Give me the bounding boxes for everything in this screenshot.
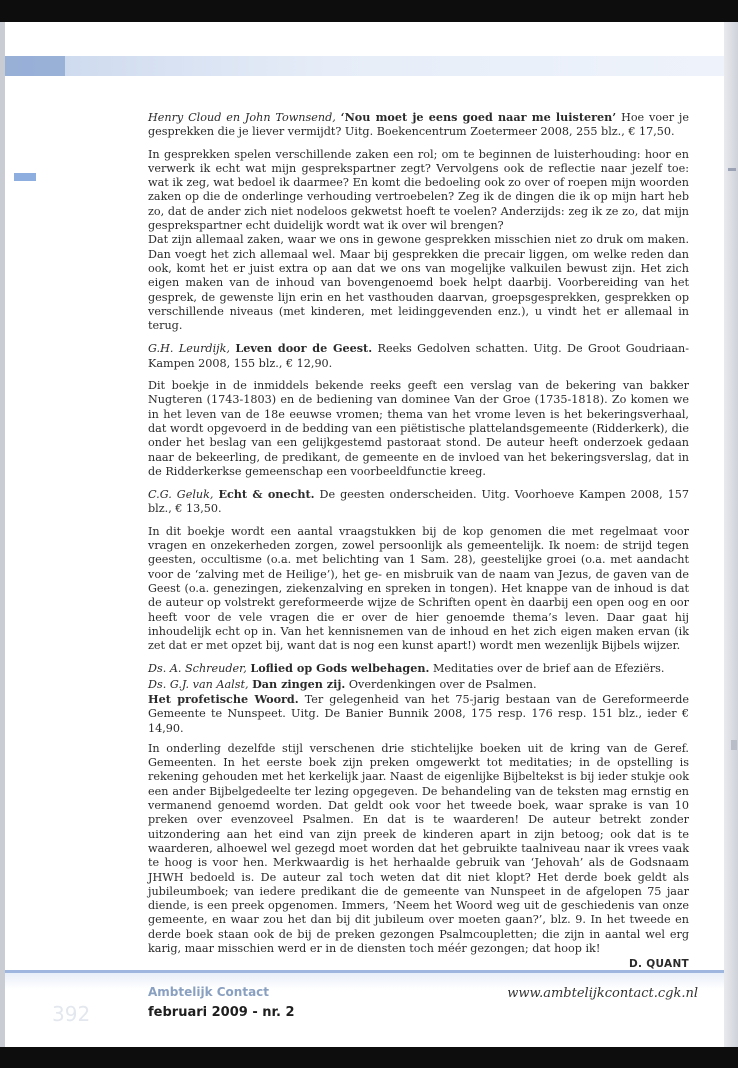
book-details: Meditaties over de brief aan de Efeziërs. <box>432 662 665 676</box>
book-reference <box>148 341 689 371</box>
page-number: 392 <box>52 1002 91 1026</box>
book-title: ‘Nou moet je eens goed naar me luisteren’ <box>340 110 617 124</box>
review-paragraph: Dat zijn allemaal zaken, waar we ons in gewone gesprekken misschien niet zo druk om maken. Dan voegt het zich allemaal wel. Maar bij gesprekken die precair liggen, om welke reden dan ook, komt het er juist extra op aan dat we ons van mogelijke valkuilen bewust zijn. Het zich eigen maken van de inhoud van bovengenoemd boek helpt daarbij. Voorbereiding van het gesprek, de gewenste lijn erin en het vasthouden daarvan, groepsgesprekken, gesprekken op verschillende niveaus (met kinderen, met leidinggevenden enz.), u vindt het er allemaal in terug. <box>148 233 689 333</box>
magazine-title: Ambtelijk Contact <box>148 985 270 999</box>
margin-marker <box>14 173 36 181</box>
reviewer-signature: D. QUANT <box>629 958 689 971</box>
review-paragraph: In onderling dezelfde stijl verschenen drie stichtelijke boeken uit de kring van de Geref. Gemeenten. In het eerste boek zijn preken omgewerkt tot meditaties; in de opstelling is rekening gehouden met het kerkelijk jaar. Naast de eigenlijke Bijbeltekst is bij ieder stukje ook een ander Bijbelgedeelte ter lezing opgegeven. De behandeling van de teksten mag ernstig en vermanend genoemd worden. Dat geldt ook voor het tweede boek, waar sprake is van 10 preken over evenzoveel Psalmen. En dat is te waarderen! De auteur betrekt zonder uitzondering aan het eind van zijn preek de kinderen apart in zijn betoog; ook dat is te waarderen, alhoewel wel gezegd moet worden dat het gebruikte taalniveau naar ik vrees vaak te hoog is voor hen. Merkwaardig is het herhaalde gebruik van ‘Jehovah’ als de Godsnaam JHWH bedoeld is. De auteur zal toch weten dat dit niet klopt? Het derde boek geldt als jubileumboek; van iedere predikant die de gemeente van Nunspeet in de afgelopen 75 jaar diende, is een preek opgenomen. Immers, ‘Neem het Woord weg uit de geschiedenis van onze gemeente, en waar zou het dan bij dit jubileum over moeten gaan?’, blz. 9. In het tweede en derde boek staan ook de bij de preken gezongen Psalmcoupletten; die zijn in aantal wel erg karig, maar misschien werd er in de diensten toch méér gezongen; dat hoop ik! <box>148 741 689 956</box>
book-details: Ter gelegenheid van het 75-jarig bestaan van de Gereformeerde Gemeente te Nunspeet. Uitg. De Banier Bunnik 2008, 175 resp. 176 resp. 151 blz., ieder € 14,90. <box>148 692 689 735</box>
book-reference <box>148 487 689 517</box>
book-title: Het profetische Woord. <box>148 691 299 706</box>
book-authors: Ds. A. Schreuder, <box>148 662 247 676</box>
review-paragraph: In dit boekje wordt een aantal vraagstukken bij de kop genomen die met regelmaat voor vragen en onzekerheden zorgen, zowel persoonlijk als gemeentelijk. Ik noem: de strijd tegen geesten, occultisme (o.a. met belichting van 1 Sam. 28), geestelijke groei (o.a. met aandacht voor de ‘zalving met de Heilige’), het ge- en misbruik van de naam van Jezus, de gaven van de Geest (o.a. genezingen, ziekenzalving en spreken in tongen). Het knappe van de inhoud is dat de auteur op volstrekt gereformeerde wijze de Schriften opent èn daarbij een open oog en oor heeft voor de vele vragen die er over de hier genoemde thema’s leven. Daar gaat hij inhoudelijk echt op in. Van het kennisnemen van de inhoud en het zich eigen maken ervan (ik zet dat er met opzet bij, want dat is nog een kunst apart!) wordt men wezenlijk Bijbels wijzer. <box>148 524 689 653</box>
scan-top-border <box>0 0 738 22</box>
book-authors: G.H. Leurdijk, <box>148 342 230 356</box>
margin-tick <box>731 740 737 750</box>
review-paragraph: Dit boekje in de inmiddels bekende reeks geeft een verslag van de bekering van bakker Nugteren (1743-1803) en de bediening van dominee Van der Groe (1735-1818). Zo komen we in het leven van de 18e eeuwse vromen; thema van het vrome leven is het bekeringsverhaal, dat wordt opgevoerd in de bedding van een piëtistische plattelandsgemeente (Ridderkerk), die onder het beslag van een gelijkgestemd pastoraat stond. De auteur heeft onderzoek gedaan naar de bekeerling, de predikant, de gemeente en de invloed van het bekeringsverslag, dat in de Ridderkerkse gemeenschap een voorbeeldfunctie kreeg. <box>148 379 689 478</box>
book-title: Loflied op Gods welbehagen. <box>250 661 430 676</box>
book-authors: Ds. G.J. van Aalst, <box>148 677 249 691</box>
header-band-accent <box>5 56 65 76</box>
scan-right-edge <box>724 22 738 1047</box>
review-column <box>148 110 689 970</box>
book-reference <box>148 677 689 692</box>
book-title: Leven door de Geest. <box>235 341 373 356</box>
scan-left-edge <box>0 22 5 1047</box>
book-reference <box>148 110 689 140</box>
book-reference <box>148 692 689 736</box>
book-title: Dan zingen zij. <box>252 676 346 691</box>
book-details: De geesten onderscheiden. Uitg. Voorhoeve Kampen 2008, 157 blz., € 13,50. <box>148 488 690 516</box>
website-link[interactable]: www.ambtelijkcontact.cgk.nl <box>507 986 698 1001</box>
book-authors: Henry Cloud en John Townsend, <box>148 111 336 124</box>
book-title: Echt & onecht. <box>218 487 315 502</box>
header-band <box>5 56 724 76</box>
book-details: Hoe voer je gesprekken die je liever vermijdt? Uitg. Boekencentrum Zoetermeer 2008, 255 blz., € 17,50. <box>148 111 690 139</box>
scan-bottom-border <box>0 1047 738 1068</box>
book-details: Reeks Gedolven schatten. Uitg. De Groot Goudriaan-Kampen 2008, 155 blz., € 12,90. <box>148 342 690 370</box>
book-reference <box>148 661 689 676</box>
issue-label: februari 2009 - nr. 2 <box>148 1005 295 1020</box>
review-paragraph: In gesprekken spelen verschillende zaken een rol; om te beginnen de luisterhouding: hoor en verwerk ik echt wat mijn gesprekspartner zegt? Vervolgens ook de reflectie naar jezelf toe: wat ik zeg, wat bedoel ik daarmee? En komt die bedoeling ook zo over of roepen mijn woorden zaken op die de onderlinge verhouding vertroebelen? Zeg ik de dingen die ik op mijn hart heb zo, dat de ander zich niet nodeloos gekwetst hoeft te voelen? Anderzijds: zeg ik ze zo, dat mijn gesprekspartner echt duidelijk wordt wat ik over wil brengen? <box>148 147 689 233</box>
book-details: Overdenkingen over de Psalmen. <box>348 677 537 691</box>
margin-tick <box>728 168 736 171</box>
book-authors: C.G. Geluk, <box>148 488 214 502</box>
